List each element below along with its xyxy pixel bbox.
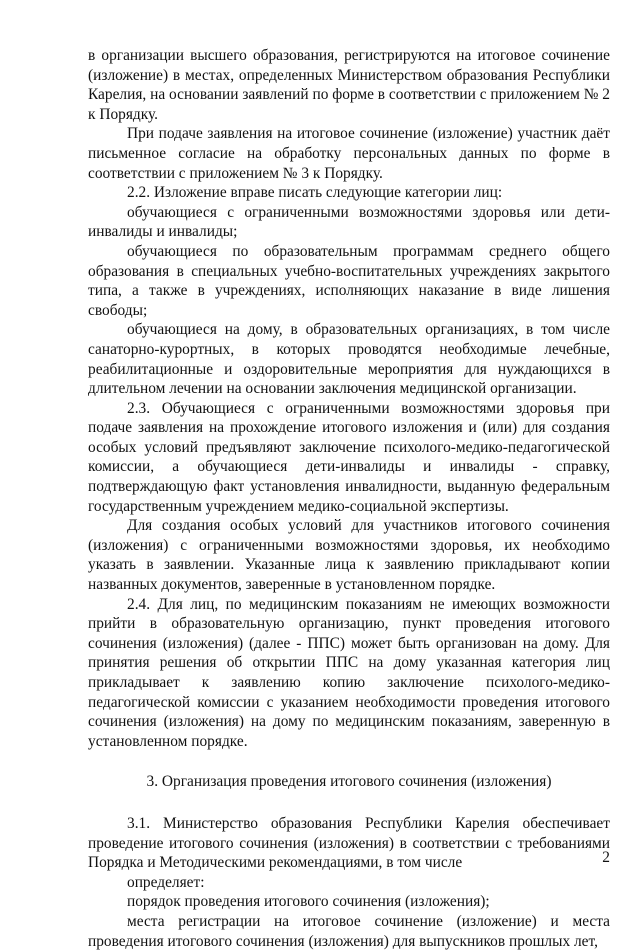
paragraph-registration-higher-education: в организации высшего образования, регистрируются на итоговое сочинение (изложение) в местах, определенных Министерством образования Республики Карелия, на основании заявлений по форме в соответствии с приложением № 2 к Порядку. [88, 47, 610, 123]
list-item-procedure: порядок проведения итогового сочинения (изложения); [127, 893, 490, 911]
paragraph-2-3: 2.3. Обучающиеся с ограниченными возможностями здоровья при подаче заявления на прохождение итогового изложения и (или) для создания особых условий предъявляют заключение психолого-медико-педагогической комиссии, а обучающиеся дети-инвалиды и инвалиды - справку, подтверждающую факт установления инвалидности, выданную федеральным государственным учреждением медико-социальной экспертизы. [88, 399, 610, 515]
list-item-registration-places: места регистрации на итоговое сочинение (изложение) и места проведения итогового сочинения (изложения) для выпускников прошлых лет, [88, 912, 610, 950]
paragraph-2-4: 2.4. Для лиц, по медицинским показаниям не имеющих возможности прийти в образовательную организацию, пункт проведения итогового сочинения (изложения) (далее - ППС) может быть организован на дому. Для принятия решения об открытии ППС на дому указанная категория лиц прикладывает к заявлению копию заключение психолого-медико-педагогической комиссии с указанием необходимости проведения итогового сочинения (изложения) на дому по медицинским показаниям, заверенную в установленном порядке. [88, 595, 610, 750]
paragraph-2-2: 2.2. Изложение вправе писать следующие категории лиц: [127, 184, 503, 202]
paragraph-special-conditions: Для создания особых условий для участников итогового сочинения (изложения) с ограниченными возможностями здоровья, их необходимо указать в заявлении. Указанные лица к заявлению прикладывают копии названных документов, заверенные в установленном порядке. [88, 517, 610, 594]
paragraph-3-1: 3.1. Министерство образования Республики Карелия обеспечивает проведение итогового сочинения (изложения) в соответствии с требованиями Порядка и Методическими рекомендациями, в том числе [88, 814, 610, 872]
paragraph-determines: определяет: [127, 873, 205, 891]
document-body [88, 46, 610, 951]
page-number: 2 [602, 849, 610, 866]
list-item-home-learners: обучающиеся на дому, в образовательных организациях, в том числе санаторно-курортных, в которых проводятся необходимые лечебные, реабилитационные и оздоровительные мероприятия для нуждающихся в длительном лечении на основании заключения медицинской организации. [88, 321, 610, 398]
paragraph-personal-data-consent: При подаче заявления на итоговое сочинение (изложение) участник даёт письменное согласие на обработку персональных данных по форме в соответствии с приложением № 3 к Порядку. [88, 125, 610, 182]
list-item-disabled-students: обучающиеся с ограниченными возможностями здоровья или дети-инвалиды и инвалиды; [88, 203, 610, 241]
list-item-closed-institutions: обучающиеся по образовательным программам среднего общего образования в специальных учебно-воспитательных учреждениях закрытого типа, а также в учреждениях, исполняющих наказание в виде лишения свободы; [88, 242, 610, 319]
section-heading: 3. Организация проведения итогового сочинения (изложения) [146, 773, 552, 791]
